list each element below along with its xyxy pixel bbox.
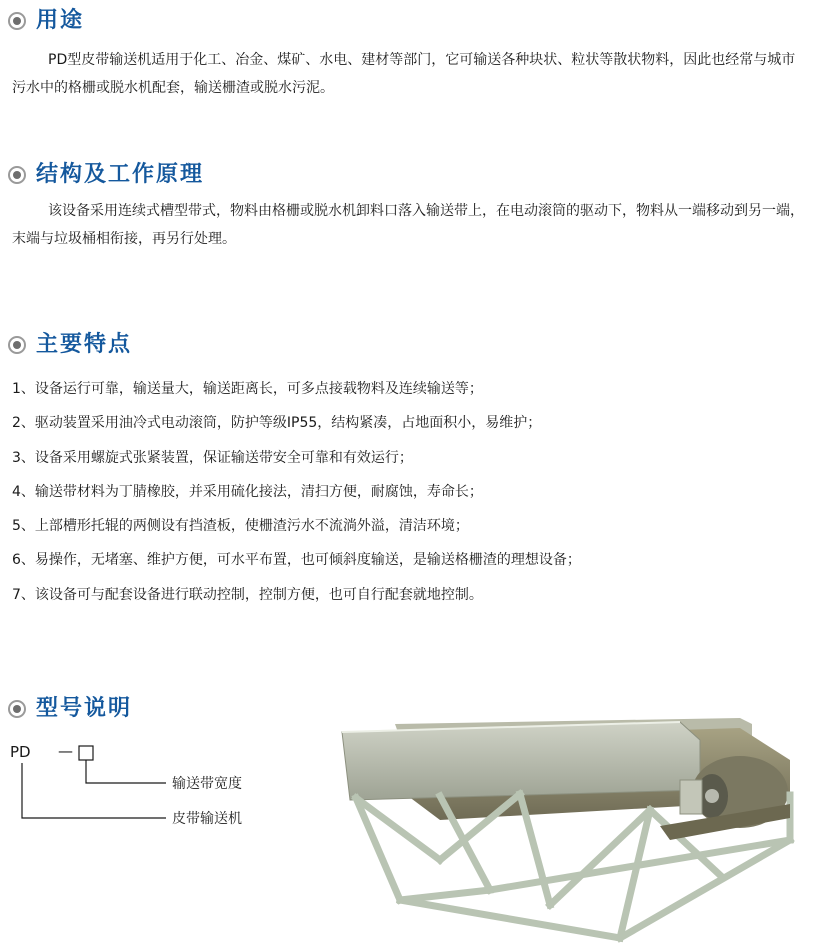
section-title-structure: 结构及工作原理 [36,162,205,187]
belt-conveyor-image [320,700,825,946]
width-leader-line [86,760,166,783]
type-leader-line [22,763,166,818]
width-placeholder-box [79,746,93,760]
circle-bullet-icon [8,12,26,30]
usage-body: PD型皮带输送机适用于化工、冶金、煤矿、水电、建材等部门，它可输送各种块状、粒状等散状物料，因此也经常与城市污水中的格栅或脱水机配套，输送栅渣或脱水污泥。 [12,52,796,96]
section-heading-usage [8,10,84,32]
section-title-usage: 用途 [36,8,85,33]
section-heading-structure [8,164,204,186]
model-code-prefix: PD [10,743,31,761]
section-heading-features [8,334,132,356]
structure-paragraph [12,197,807,253]
circle-bullet-icon [8,336,26,354]
circle-bullet-icon [8,166,26,184]
list-item: 7、该设备可与配套设备进行联动控制，控制方便，也可自行配套就地控制。 [12,586,483,603]
list-item: 1、设备运行可靠，输送量大，输送距离长，可多点接载物料及连续输送等； [12,381,483,397]
list-item: 5、上部槽形托辊的两侧设有挡渣板，使栅渣污水不流淌外溢，清洁环境； [12,518,469,535]
circle-bullet-icon [8,700,26,718]
list-item: 4、输送带材料为丁腈橡胶，并采用硫化接法，清扫方便，耐腐蚀，寿命长； [12,483,483,500]
model-code-diagram [0,735,300,845]
list-item: 6、易操作，无堵塞、维护方便，可水平布置，也可倾斜度输送，是输送格栅渣的理想设备； [12,552,581,569]
usage-paragraph [12,46,807,102]
model-diagram-lines [0,735,300,845]
list-item: 2、驱动装置采用油冷式电动滚筒，防护等级IP55，结构紧凑，占地面积小，易维护； [12,415,542,432]
structure-body: 该设备采用连续式槽型带式，物料由格栅或脱水机卸料口落入输送带上，在电动滚筒的驱动下，物料从一端移动到另一端，末端与垃圾桶相衔接，再另行处理。 [12,203,804,247]
label-belt-width: 输送带宽度 [172,776,242,792]
model-code-separator: — [58,742,73,760]
list-item: 3、设备采用螺旋式张紧装置，保证输送带安全可靠和有效运行； [12,449,413,466]
section-title-model: 型号说明 [36,696,133,721]
label-belt-conveyor: 皮带输送机 [172,811,242,827]
feature-list [12,372,581,612]
section-heading-model [8,698,132,720]
section-title-features: 主要特点 [36,332,133,357]
